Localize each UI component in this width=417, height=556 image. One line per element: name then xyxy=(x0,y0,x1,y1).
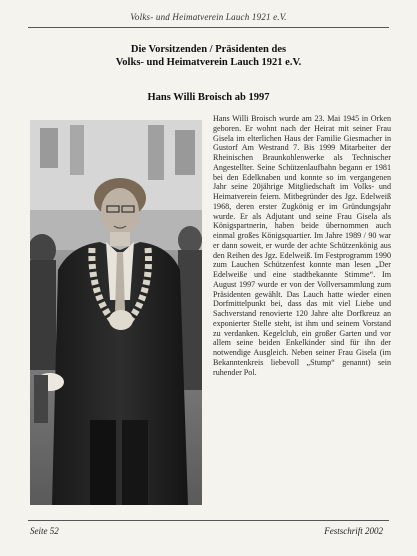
publication-name: Festschrift 2002 xyxy=(324,526,383,536)
article-body: Hans Willi Broisch wurde am 23. Mai 1945 in Orken geboren. Er wohnt nach der Heirat mit seiner Frau Gisela im elterlichen Haus der Familie Giesmacher in Gustorf Am Westrand 7. Bis 1999 Mitarbeiter der Rheinischen Braunkohlenwerke als Technischer Angestellter. Seine Schützenlaufbahn begann er 1981 bei den Edelknaben und konnte so im vergangenen Jahr seine 20jährige Mitgliedschaft im Volks- und Heimatverein feiern. Mitbegründer des Jgz. Edelweiß 1968, deren erster Zugkönig er im Gründungsjahr wurde. Er als Adjutant und seine Frau Gisela als Königspartnerin, haben beide übernommen auch einmal großes Königsquartier. Im Jahre 1989 / 90 war er dann soweit, er wurde der achte Schützenkönig aus den Reihen des Jgz. Edelweiß. Im Festprogramm 1990 zum Lauchen Schützenfest konnte man lesen „Der Edelweiße und eine stadtbekannte Stimme“. Im August 1997 wurde er von der Vollversammlung zum Präsidenten gewählt. Das Lauch hatte wieder einen Dorfmittelpunkt bei, dass das mit viel Liebe und Sachverstand renovierte 120 Jahre alte Dorfkreuz an exponierter Stelle steht, ist ihm und seinem Vorstand zu verdanken. Kegelclub, ein großer Garten und vor allem seine beiden Enkelkinder sind für ihn der notwendige Ausgleich. Neben seiner Frau Gisela (im Bekanntenkreis liebevoll „Stump“ genannt) sein ruhender Pol. xyxy=(213,114,391,377)
footer-rule xyxy=(28,520,389,521)
running-head: Volks- und Heimatverein Lauch 1921 e.V. xyxy=(130,12,287,22)
portrait-image xyxy=(30,120,202,505)
article-title xyxy=(40,43,377,69)
article-subtitle: Hans Willi Broisch ab 1997 xyxy=(147,92,270,103)
page-number: Seite 52 xyxy=(30,526,59,536)
header-rule xyxy=(28,27,389,28)
portrait-photo xyxy=(30,120,202,505)
title-line-2: Volks- und Heimatverein Lauch 1921 e.V. xyxy=(115,57,302,68)
title-line-1: Die Vorsitzenden / Präsidenten des xyxy=(130,44,287,55)
